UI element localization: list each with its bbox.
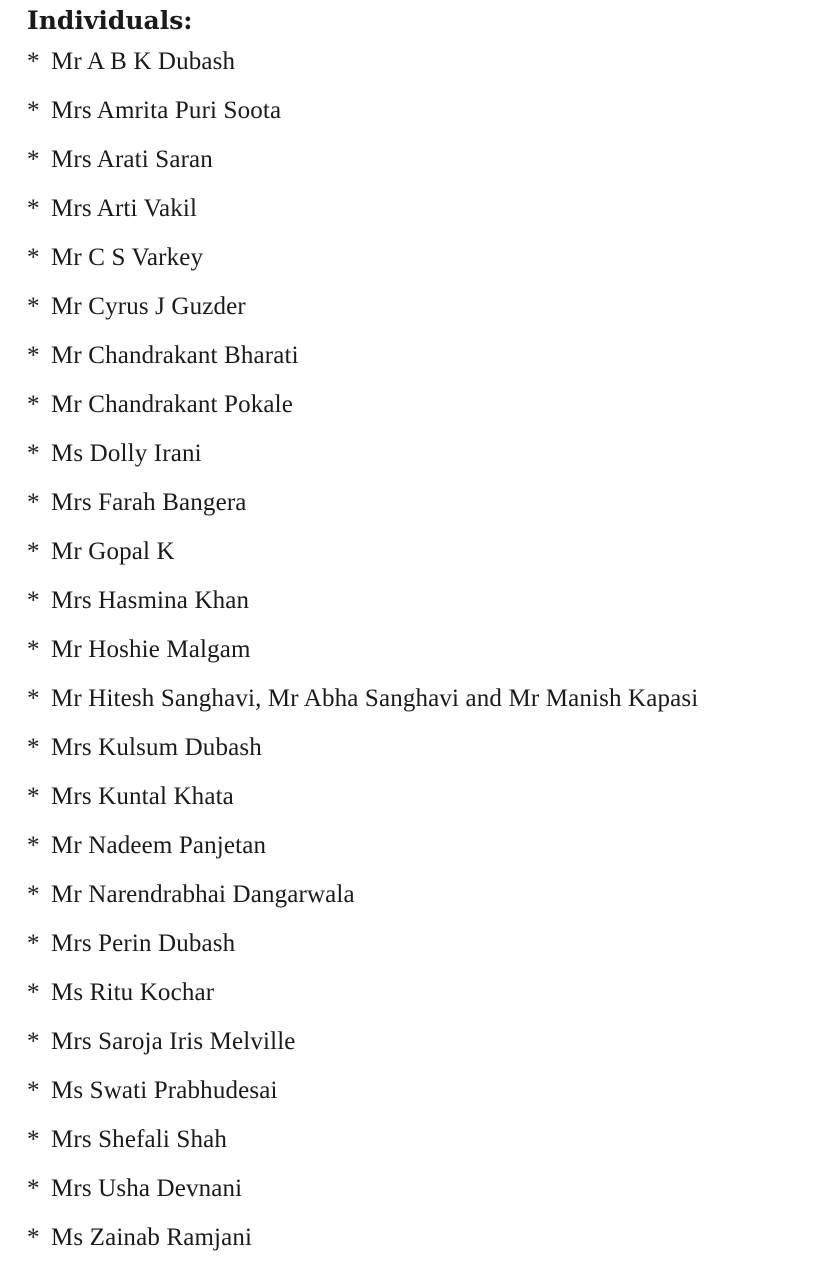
bullet-asterisk: * [27, 1028, 40, 1055]
individual-name: Mr Gopal K [51, 538, 175, 565]
individual-name: Ms Swati Prabhudesai [51, 1077, 278, 1104]
bullet-asterisk: * [27, 195, 40, 222]
bullet-asterisk: * [27, 244, 40, 271]
list-item [0, 583, 698, 632]
individual-name: Mrs Hasmina Khan [51, 587, 250, 614]
list-item [0, 926, 698, 975]
bullet-asterisk: * [27, 1126, 40, 1153]
individual-name: Mr Nadeem Panjetan [51, 832, 267, 859]
list-item [0, 289, 698, 338]
bullet-asterisk: * [27, 587, 40, 614]
bullet-asterisk: * [27, 881, 40, 908]
individual-name: Mr Chandrakant Bharati [51, 342, 299, 369]
list-item [0, 534, 698, 583]
individual-name: Mrs Saroja Iris Melville [51, 1028, 296, 1055]
bullet-asterisk: * [27, 1077, 40, 1104]
individual-name: Mr Narendrabhai Dangarwala [51, 881, 355, 908]
bullet-asterisk: * [27, 930, 40, 957]
bullet-asterisk: * [27, 342, 40, 369]
individual-name: Mrs Arti Vakil [51, 195, 198, 222]
individual-name: Mr Hoshie Malgam [51, 636, 251, 663]
individual-name: Mrs Amrita Puri Soota [51, 97, 282, 124]
list-item [0, 779, 698, 828]
list-item [0, 632, 698, 681]
bullet-asterisk: * [27, 391, 40, 418]
bullet-asterisk: * [27, 783, 40, 810]
section-heading: Individuals: [27, 6, 193, 35]
list-item [0, 93, 698, 142]
bullet-asterisk: * [27, 146, 40, 173]
bullet-asterisk: * [27, 489, 40, 516]
list-item [0, 730, 698, 779]
bullet-asterisk: * [27, 685, 40, 712]
bullet-asterisk: * [27, 734, 40, 761]
individual-name: Mr Chandrakant Pokale [51, 391, 293, 418]
individual-name: Mrs Arati Saran [51, 146, 213, 173]
list-item [0, 681, 698, 730]
individual-name: Mrs Farah Bangera [51, 489, 247, 516]
individual-name: Ms Dolly Irani [51, 440, 202, 467]
individual-name: Ms Ritu Kochar [51, 979, 215, 1006]
individual-name: Mr Hitesh Sanghavi, Mr Abha Sanghavi and Mr Manish Kapasi [51, 685, 699, 712]
bullet-asterisk: * [27, 97, 40, 124]
individual-name: Mrs Shefali Shah [51, 1126, 227, 1153]
individual-name: Mrs Perin Dubash [51, 930, 236, 957]
list-item [0, 1024, 698, 1073]
individual-name: Mr Cyrus J Guzder [51, 293, 246, 320]
individuals-list [0, 44, 698, 1269]
list-item [0, 485, 698, 534]
individual-name: Ms Zainab Ramjani [51, 1224, 253, 1251]
list-item [0, 1220, 698, 1269]
list-item [0, 387, 698, 436]
bullet-asterisk: * [27, 832, 40, 859]
bullet-asterisk: * [27, 48, 40, 75]
list-item [0, 436, 698, 485]
individual-name: Mrs Kulsum Dubash [51, 734, 262, 761]
individual-name: Mr A B K Dubash [51, 48, 236, 75]
individual-name: Mr C S Varkey [51, 244, 204, 271]
list-item [0, 191, 698, 240]
bullet-asterisk: * [27, 979, 40, 1006]
list-item [0, 338, 698, 387]
bullet-asterisk: * [27, 1224, 40, 1251]
individual-name: Mrs Kuntal Khata [51, 783, 234, 810]
list-item [0, 1122, 698, 1171]
individual-name: Mrs Usha Devnani [51, 1175, 243, 1202]
bullet-asterisk: * [27, 636, 40, 663]
list-item [0, 142, 698, 191]
list-item [0, 1073, 698, 1122]
bullet-asterisk: * [27, 1175, 40, 1202]
bullet-asterisk: * [27, 293, 40, 320]
list-item [0, 1171, 698, 1220]
bullet-asterisk: * [27, 538, 40, 565]
list-item [0, 877, 698, 926]
list-item [0, 975, 698, 1024]
list-item [0, 44, 698, 93]
list-item [0, 240, 698, 289]
list-item [0, 828, 698, 877]
bullet-asterisk: * [27, 440, 40, 467]
